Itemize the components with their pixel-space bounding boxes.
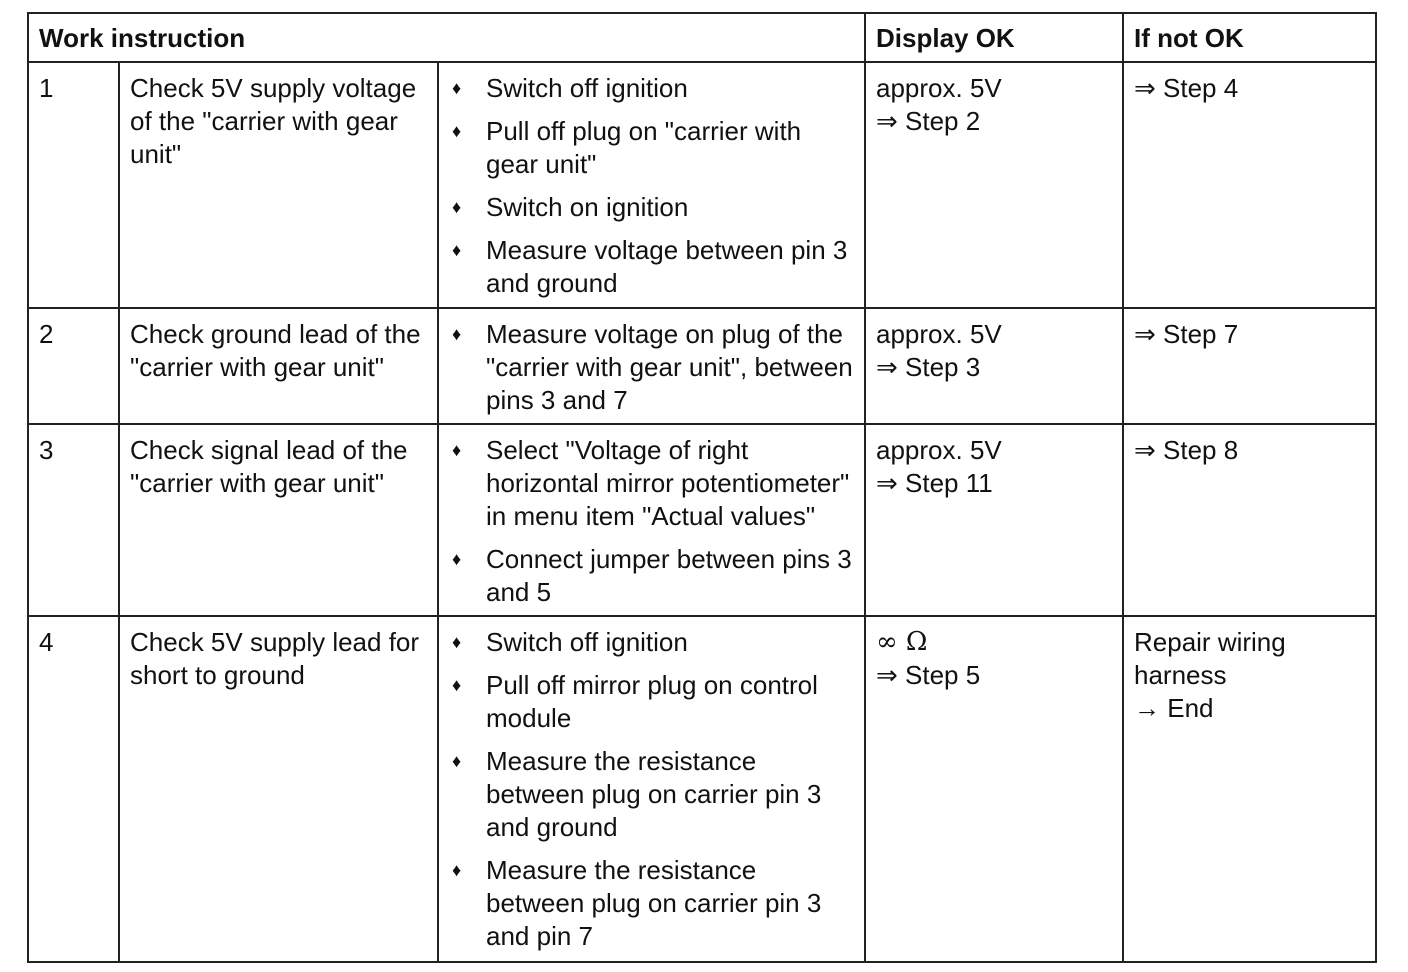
table-row bbox=[28, 62, 1376, 308]
if-not-ok-cell bbox=[1123, 62, 1376, 308]
list-item bbox=[449, 72, 854, 105]
next-step: ⇒ Step 3 bbox=[876, 352, 981, 382]
step-text: Switch on ignition bbox=[486, 192, 689, 222]
procedure-steps bbox=[438, 308, 865, 424]
diamond-bullet-icon: ♦ bbox=[452, 632, 462, 652]
display-ok-cell bbox=[865, 308, 1123, 424]
table-row bbox=[28, 308, 1376, 424]
header-work-instruction: Work instruction bbox=[28, 13, 865, 62]
step-number: 4 bbox=[28, 616, 119, 962]
list-item bbox=[449, 318, 854, 417]
display-ok-cell bbox=[865, 424, 1123, 616]
step-number: 2 bbox=[28, 308, 119, 424]
list-item bbox=[449, 745, 854, 844]
diamond-bullet-icon: ♦ bbox=[452, 440, 462, 460]
list-item bbox=[449, 854, 854, 953]
next-step: ⇒ Step 2 bbox=[876, 106, 981, 136]
next-step: ⇒ Step 8 bbox=[1134, 435, 1239, 465]
diamond-bullet-icon: ♦ bbox=[452, 860, 462, 880]
step-text: Connect jumper between pins 3 and 5 bbox=[486, 544, 852, 607]
next-step: ⇒ Step 5 bbox=[876, 660, 981, 690]
step-text: Measure voltage between pin 3 and ground bbox=[486, 235, 848, 298]
diamond-bullet-icon: ♦ bbox=[452, 675, 462, 695]
display-value: approx. 5V bbox=[876, 319, 1002, 349]
step-text: Select "Voltage of right horizontal mirror potentiometer" in menu item "Actual values" bbox=[486, 435, 850, 531]
check-description: Check signal lead of the "carrier with gear unit" bbox=[119, 424, 438, 616]
display-value: ∞ Ω bbox=[876, 627, 928, 657]
table-row bbox=[28, 424, 1376, 616]
check-description: Check 5V supply lead for short to ground bbox=[119, 616, 438, 962]
diamond-bullet-icon: ♦ bbox=[452, 121, 462, 141]
list-item bbox=[449, 234, 854, 300]
step-text: Measure the resistance between plug on carrier pin 3 and ground bbox=[486, 746, 822, 842]
step-text: Pull off plug on "carrier with gear unit" bbox=[486, 116, 802, 179]
step-number: 3 bbox=[28, 424, 119, 616]
header-if-not-ok: If not OK bbox=[1123, 13, 1376, 62]
if-not-ok-cell bbox=[1123, 424, 1376, 616]
step-text: Switch off ignition bbox=[486, 627, 688, 657]
diamond-bullet-icon: ♦ bbox=[452, 197, 462, 217]
check-description: Check 5V supply voltage of the "carrier with gear unit" bbox=[119, 62, 438, 308]
list-item bbox=[449, 626, 854, 659]
next-step: ⇒ Step 4 bbox=[1134, 73, 1239, 103]
check-description: Check ground lead of the "carrier with gear unit" bbox=[119, 308, 438, 424]
procedure-steps bbox=[438, 62, 865, 308]
repair-instruction: Repair wiring harness bbox=[1134, 627, 1286, 690]
step-text: Measure voltage on plug of the "carrier with gear unit", between pins 3 and 7 bbox=[486, 319, 853, 415]
display-ok-cell bbox=[865, 616, 1123, 962]
list-item bbox=[449, 543, 854, 609]
diamond-bullet-icon: ♦ bbox=[452, 78, 462, 98]
list-item bbox=[449, 191, 854, 224]
procedure-steps bbox=[438, 616, 865, 962]
if-not-ok-cell bbox=[1123, 308, 1376, 424]
list-item bbox=[449, 669, 854, 735]
diamond-bullet-icon: ♦ bbox=[452, 324, 462, 344]
list-item bbox=[449, 115, 854, 181]
procedure-steps bbox=[438, 424, 865, 616]
step-text: Switch off ignition bbox=[486, 73, 688, 103]
if-not-ok-cell bbox=[1123, 616, 1376, 962]
step-text: Measure the resistance between plug on carrier pin 3 and pin 7 bbox=[486, 855, 822, 951]
next-step: ⇒ Step 11 bbox=[876, 468, 993, 498]
next-step: → End bbox=[1134, 693, 1214, 723]
display-ok-cell bbox=[865, 62, 1123, 308]
display-value: approx. 5V bbox=[876, 435, 1002, 465]
diamond-bullet-icon: ♦ bbox=[452, 549, 462, 569]
diamond-bullet-icon: ♦ bbox=[452, 751, 462, 771]
step-text: Pull off mirror plug on control module bbox=[486, 670, 818, 733]
header-row bbox=[28, 13, 1376, 62]
display-value: approx. 5V bbox=[876, 73, 1002, 103]
header-display-ok: Display OK bbox=[865, 13, 1123, 62]
list-item bbox=[449, 434, 854, 533]
work-instruction-table bbox=[27, 12, 1377, 963]
step-number: 1 bbox=[28, 62, 119, 308]
diamond-bullet-icon: ♦ bbox=[452, 240, 462, 260]
table-row bbox=[28, 616, 1376, 962]
next-step: ⇒ Step 7 bbox=[1134, 319, 1239, 349]
